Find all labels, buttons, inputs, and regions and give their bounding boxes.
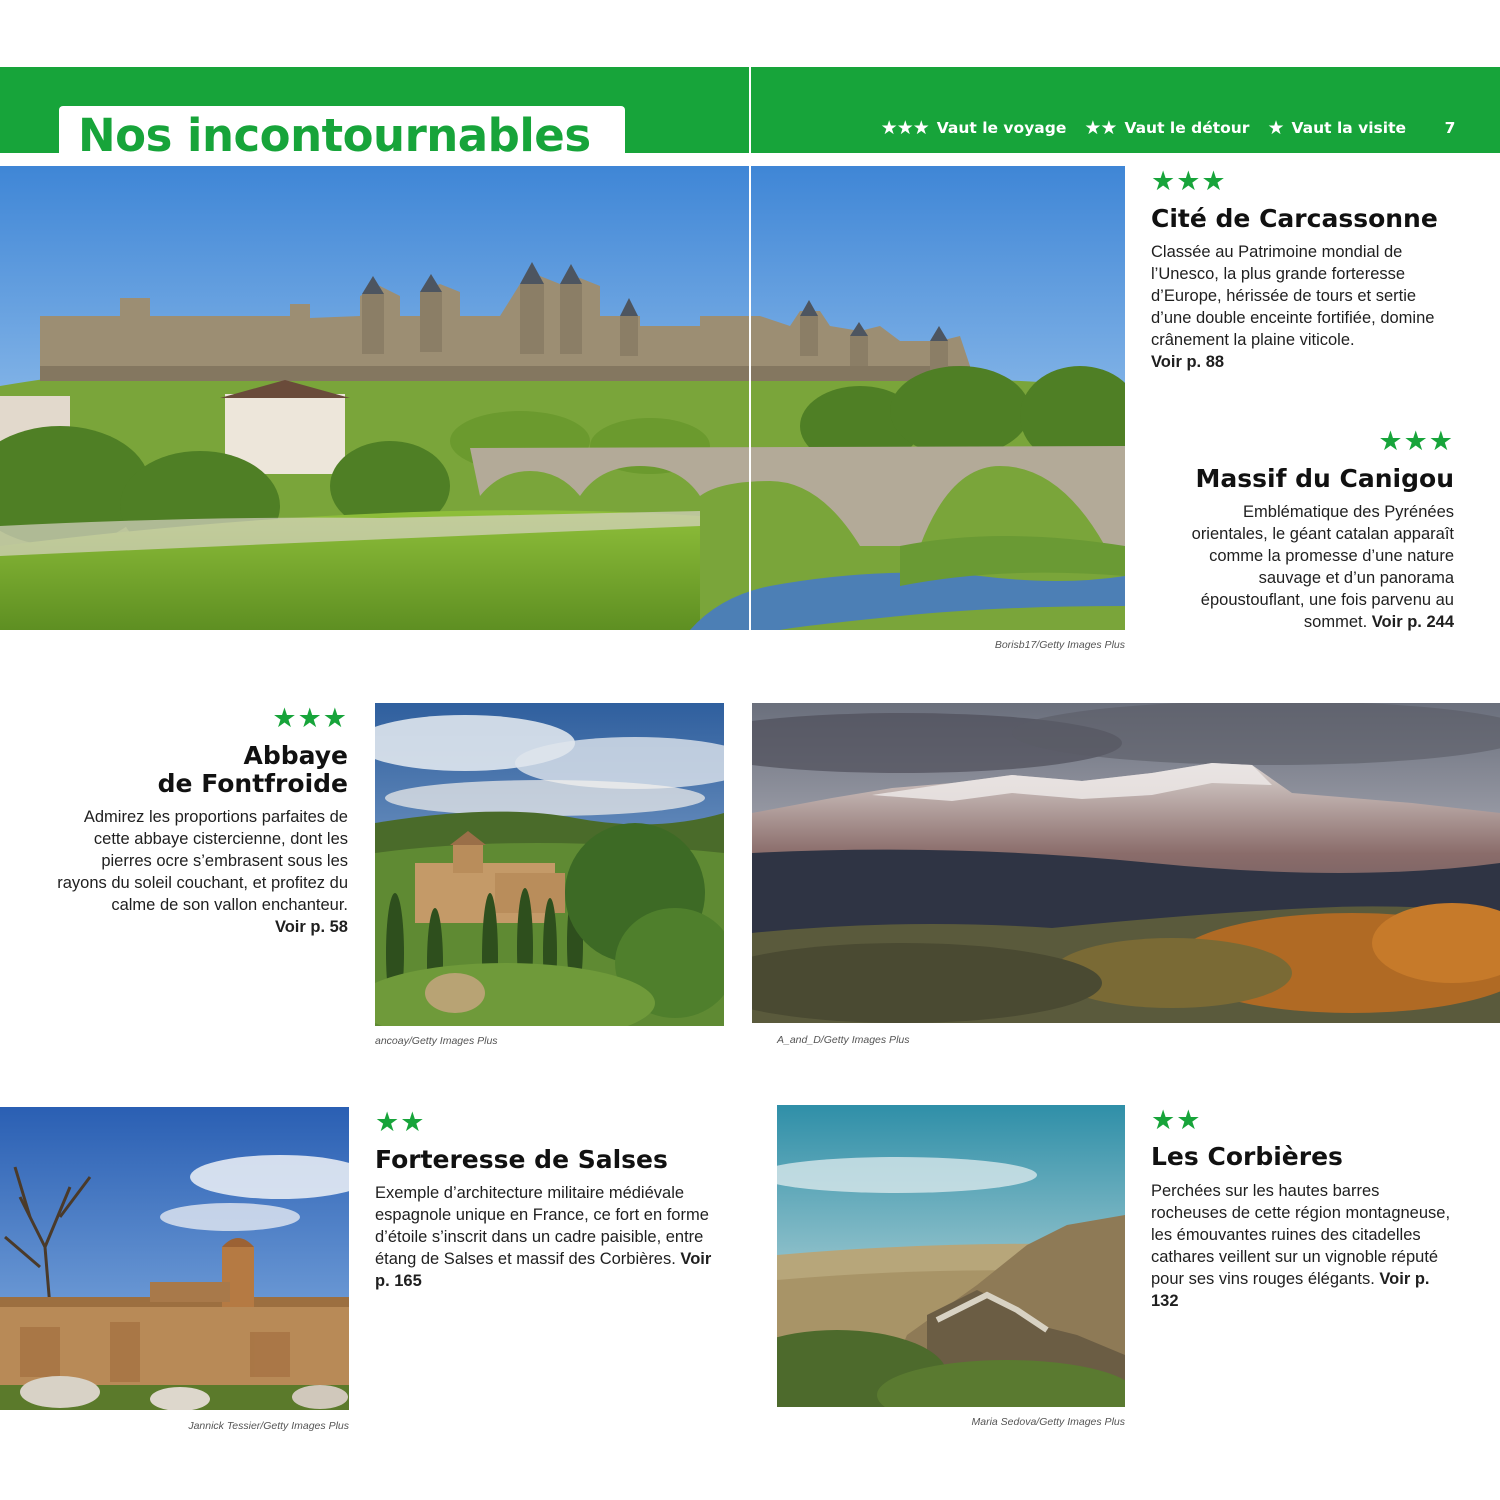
rating-stars-icon: ★★★ <box>1151 166 1227 196</box>
legend-stars-icon: ★★★ <box>880 117 929 139</box>
fontfroide-photo <box>375 703 724 1026</box>
entry-title-line: Les Corbières <box>1151 1142 1343 1171</box>
entry-title <box>1151 1143 1343 1171</box>
legend-item <box>1084 117 1249 139</box>
page-reference: Voir p. 58 <box>274 918 348 936</box>
photo-credit: Borisb17/Getty Images Plus <box>994 639 1125 651</box>
entry-text <box>1151 1180 1456 1312</box>
entry-title <box>1151 205 1438 233</box>
page-reference: Voir p. 244 <box>1371 613 1454 631</box>
page-gutter <box>749 67 751 642</box>
legend-item <box>1267 117 1406 139</box>
entry-description: Perchées sur les hautes barres rocheuses de cette région montagneuse, les émouvantes ruines des citadelles cathares veillent sur un vignoble réputé pour ses vins rouges élégants. <box>1151 1182 1451 1288</box>
page-reference: Voir p. 132 <box>1151 1270 1430 1310</box>
entry-description: Emblématique des Pyrénées orientales, le géant catalan apparaît comme la promesse d’une nature sauvage et d’un panorama époustouflant, une fois parvenu au sommet. <box>1191 503 1454 631</box>
legend-stars-icon: ★★ <box>1084 117 1117 139</box>
entry-description: Classée au Patrimoine mondial de l’Unesco, la plus grande forteresse d’Europe, hérissée de tours et sertie d’une double enceinte fortifiée, domine crânement la plaine viticole. <box>1151 243 1435 349</box>
legend-label: Vaut la visite <box>1291 119 1406 137</box>
photo-credit: ancoay/Getty Images Plus <box>375 1035 498 1047</box>
photo-credit: Jannick Tessier/Getty Images Plus <box>188 1420 349 1432</box>
entry-title <box>1195 465 1454 493</box>
entry-text <box>375 1182 720 1292</box>
photo-credit: A_and_D/Getty Images Plus <box>777 1034 910 1046</box>
entry-description: Exemple d’architecture militaire médiévale espagnole unique en France, ce fort en forme d’étoile s’inscrit dans un cadre paisible, entre étang de Salses et massif des Corbières. <box>375 1184 709 1268</box>
entry-text <box>48 806 348 938</box>
rating-stars-icon: ★★★ <box>272 703 348 733</box>
entry-title-line: Abbaye <box>243 741 348 770</box>
rating-stars-icon: ★★ <box>1151 1105 1202 1135</box>
entry-text <box>1151 241 1451 373</box>
star-legend <box>881 116 1406 140</box>
canigou-photo <box>752 703 1500 1023</box>
entry-title-line: Cité de Carcassonne <box>1151 204 1438 233</box>
page-title: Nos incontournables <box>78 109 591 162</box>
entry-title-line: Massif du Canigou <box>1195 464 1454 493</box>
corbieres-photo <box>777 1105 1125 1407</box>
entry-text <box>1164 501 1454 633</box>
legend-label: Vaut le voyage <box>936 119 1067 137</box>
page-number: 7 <box>1444 119 1456 137</box>
legend-label: Vaut le détour <box>1124 119 1250 137</box>
rating-stars-icon: ★★★ <box>1378 426 1454 456</box>
entry-title-line: Forteresse de Salses <box>375 1145 668 1174</box>
carcassonne-photo <box>0 166 1125 630</box>
legend-item <box>881 117 1067 139</box>
salses-photo <box>0 1107 349 1410</box>
header-band-right <box>751 67 1500 153</box>
entry-title <box>375 1146 668 1174</box>
page-reference: Voir p. 165 <box>375 1250 712 1290</box>
entry-title-line: de Fontfroide <box>157 769 348 798</box>
page-reference: Voir p. 88 <box>1151 353 1225 371</box>
rating-stars-icon: ★★ <box>375 1107 426 1137</box>
photo-credit: Maria Sedova/Getty Images Plus <box>971 1416 1125 1428</box>
entry-title <box>158 742 348 798</box>
entry-description: Admirez les proportions parfaites de cette abbaye cistercienne, dont les pierres ocre s’embrasent sous les rayons du soleil couchant, et profitez du calme de son vallon enchanteur. <box>57 808 348 914</box>
legend-stars-icon: ★ <box>1267 117 1284 139</box>
